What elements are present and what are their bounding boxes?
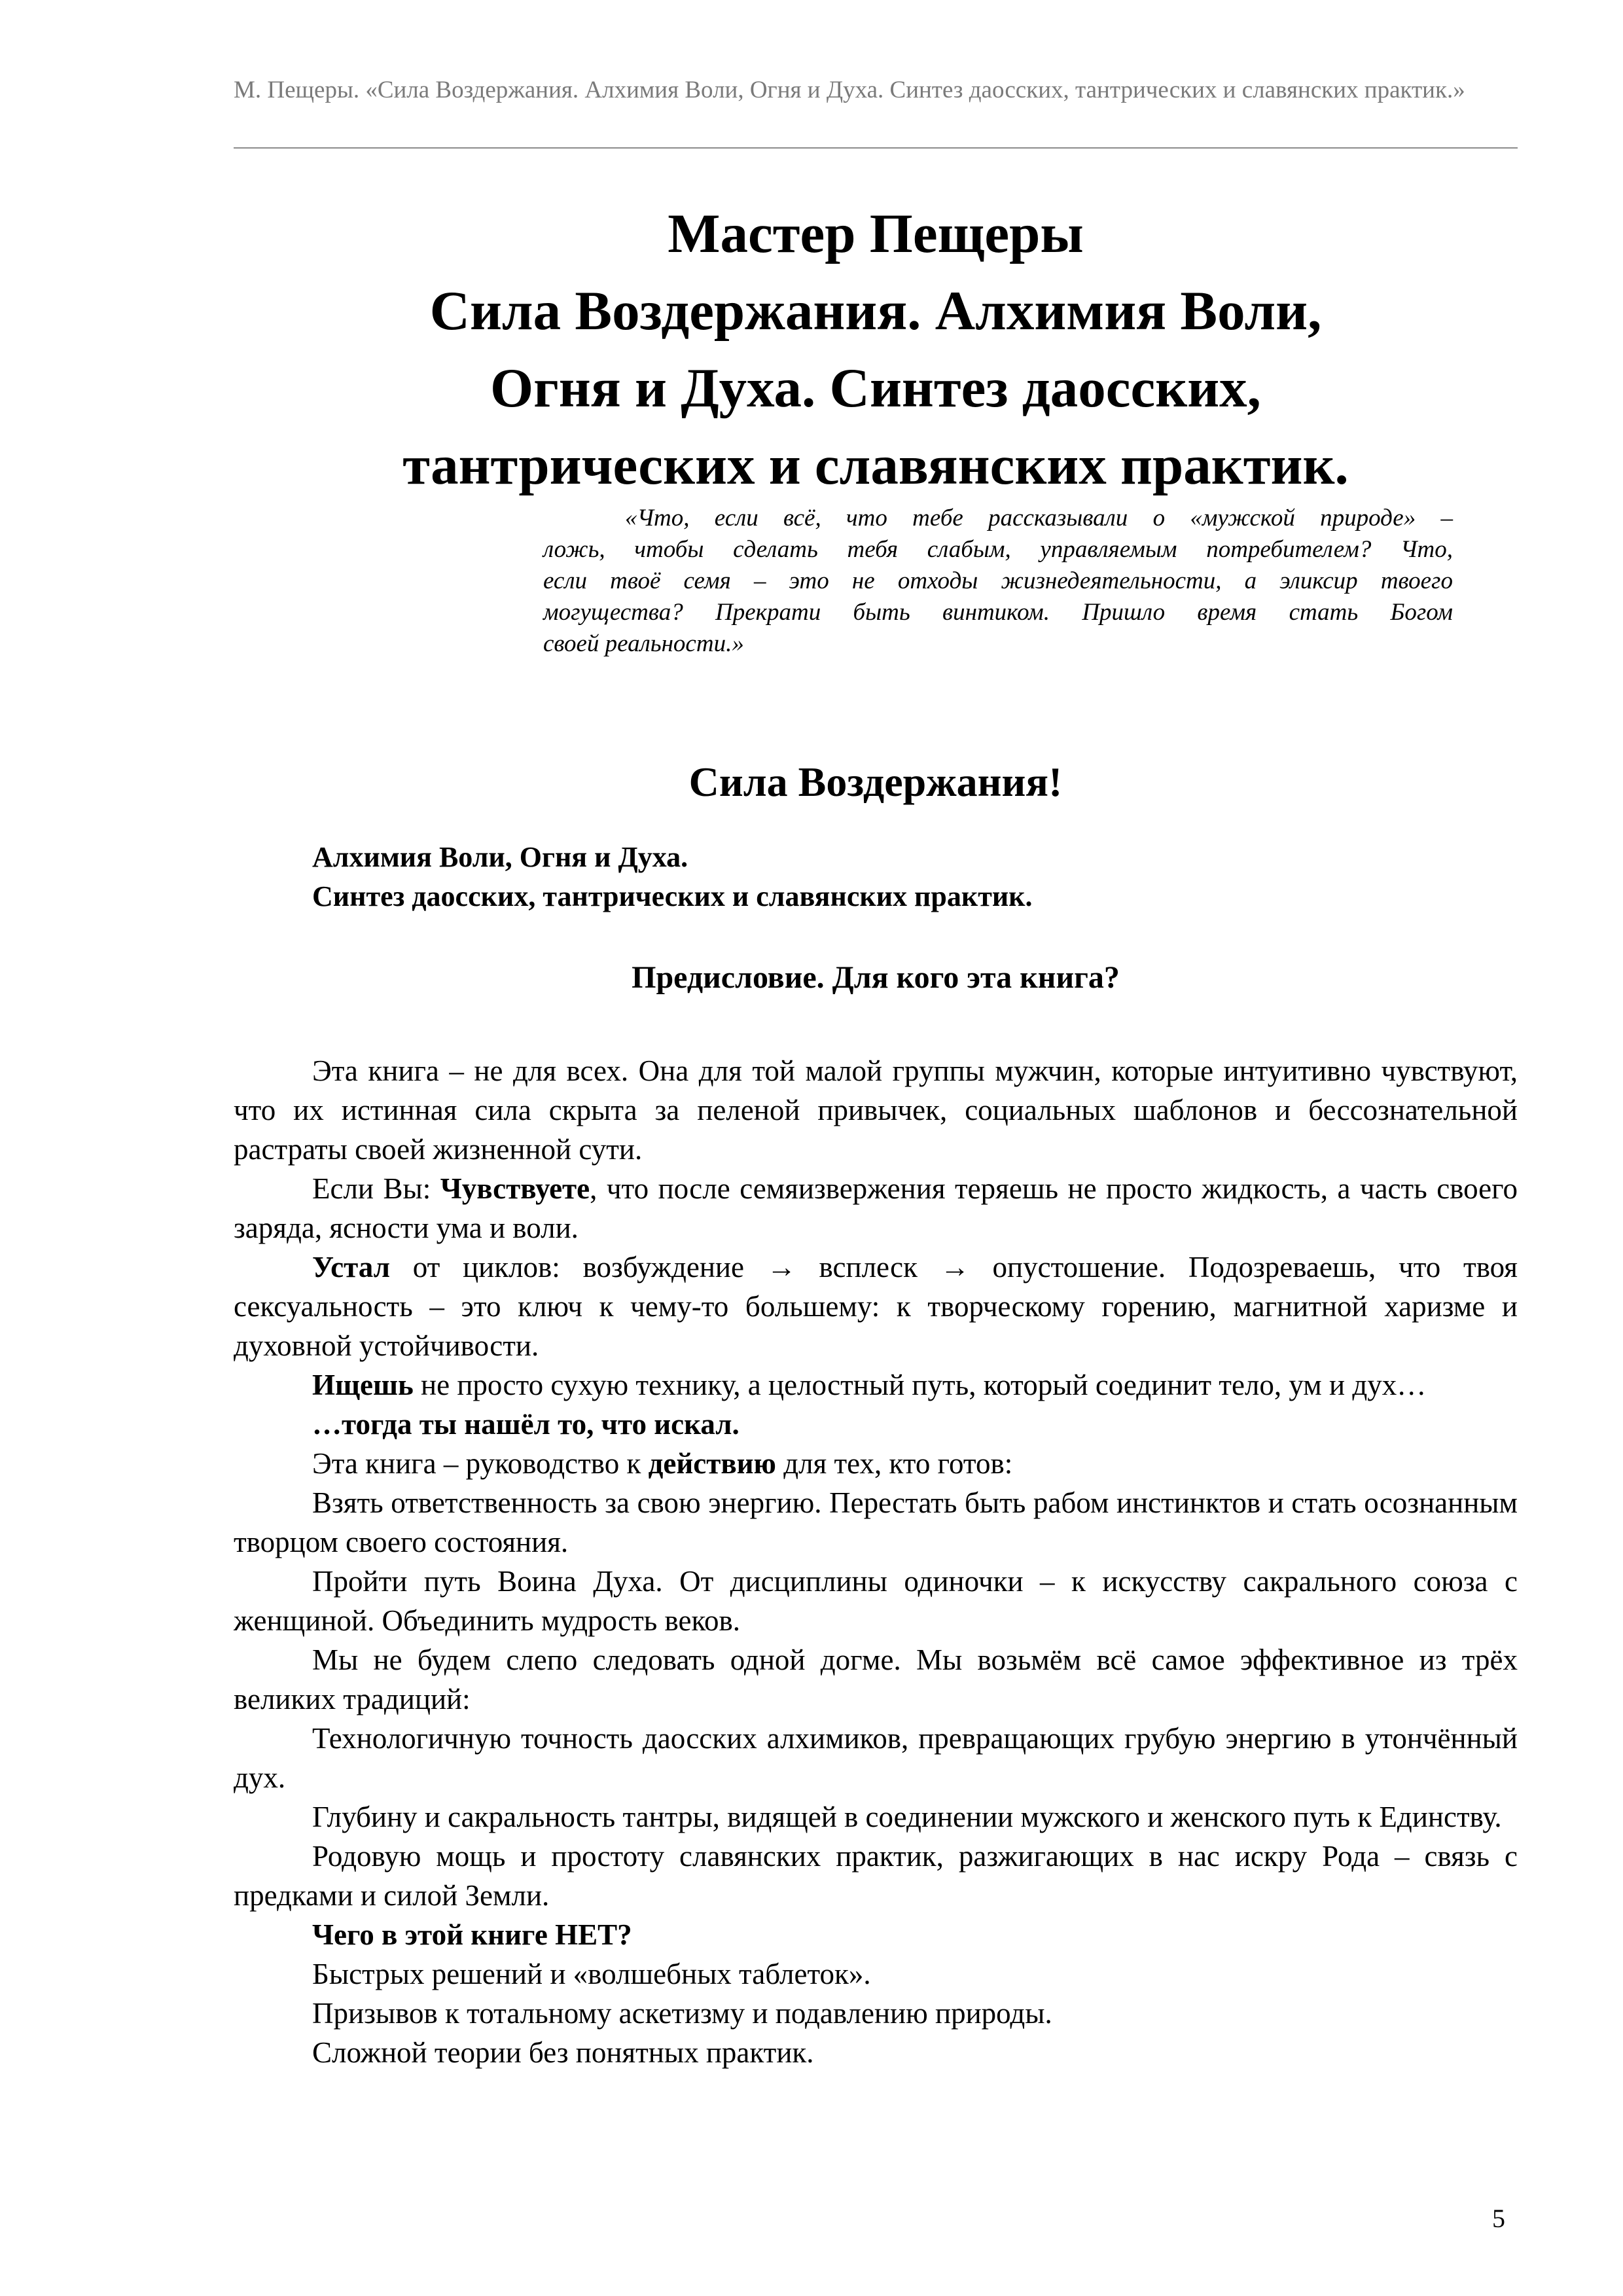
page-number: 5: [1492, 2204, 1505, 2233]
title-line: Сила Воздержания. Алхимия Воли,: [429, 280, 1322, 342]
header-divider: [234, 147, 1518, 149]
epigraph-line: если твоё семя – это не отходы жизнедеятельности, а эликсир твоего: [543, 567, 1453, 594]
paragraph: Призывов к тотальному аскетизму и подавлению природы.: [312, 1997, 1052, 2030]
epigraph-line: ложь, чтобы сделать тебя слабым, управляемым потребителем? Что,: [543, 536, 1453, 563]
paragraph: Взять ответственность за свою энергию. Перестать быть рабом инстинктов и стать осознанным творцом своего состояния.: [234, 1486, 1518, 1558]
title-line: Мастер Пещеры: [668, 203, 1084, 264]
epigraph-line: своей реальности.»: [543, 630, 744, 657]
paragraph: Быстрых решений и «волшебных таблеток».: [312, 1958, 871, 1990]
subtitle-line: Синтез даосских, тантрических и славянских практик.: [312, 880, 1033, 912]
paragraph: Глубину и сакральность тантры, видящей в соединении мужского и женского путь к Единству.: [312, 1801, 1502, 1833]
text-span: Эта книга – руководство к: [312, 1447, 649, 1480]
title-line: Огня и Духа. Синтез даосских,: [490, 357, 1261, 419]
bold-text: действию: [648, 1447, 776, 1480]
subtitle-line: Алхимия Воли, Огня и Духа.: [312, 841, 688, 873]
text-span: от циклов: возбуждение → всплеск → опустошение. Подозреваешь, что твоя сексуальность – это ключ к чему-то большему: к творческому горению, магнитной харизме и духовной устойчивости.: [234, 1251, 1518, 1362]
paragraph: Эта книга – не для всех. Она для той малой группы мужчин, которые интуитивно чувствуют, что их истинная сила скрыта за пеленой привычек, социальных шаблонов и бессознательной растраты своей жизненной сути.: [234, 1054, 1518, 1166]
paragraph: [234, 1365, 1518, 1405]
paragraph: Родовую мощь и простоту славянских практик, разжигающих в нас искру Рода – связь с предками и силой Земли.: [234, 1840, 1518, 1912]
text-span: для тех, кто готов:: [776, 1447, 1013, 1480]
bold-text: Чего в этой книге НЕТ?: [312, 1918, 632, 1951]
section-title: Сила Воздержания!: [688, 759, 1063, 805]
bold-text: Ищешь: [312, 1369, 414, 1401]
paragraph: [234, 1247, 1518, 1365]
text-span: Если Вы:: [312, 1172, 440, 1205]
paragraph: Мы не будем слепо следовать одной догме. Мы возьмём всё самое эффективное из трёх великих традиций:: [234, 1643, 1518, 1715]
paragraph: [234, 1444, 1518, 1483]
text-span: , что после семяизвержения теряешь не просто жидкость, а часть своего заряда, ясности ума и воли.: [234, 1172, 1518, 1244]
paragraph: Сложной теории без понятных практик.: [312, 2036, 814, 2069]
paragraph: [234, 1169, 1518, 1247]
epigraph: [543, 503, 1453, 660]
bold-text: Устал: [312, 1251, 390, 1283]
paragraph: [234, 1915, 1518, 1954]
title-line: тантрических и славянских практик.: [402, 435, 1349, 496]
book-title: [234, 195, 1518, 504]
bold-text: Чувствуете: [440, 1172, 590, 1205]
paragraph: [234, 1405, 1518, 1444]
text-span: не просто сухую технику, а целостный путь, который соединит тело, ум и дух…: [413, 1369, 1427, 1401]
body-text: [234, 1051, 1518, 2072]
running-header: М. Пещеры. «Сила Воздержания. Алхимия Воли, Огня и Духа. Синтез даосских, тантрических и славянских практик.»: [234, 77, 1465, 103]
epigraph-line: могущества? Прекрати быть винтиком. Пришло время стать Богом: [543, 599, 1453, 626]
bold-text: …тогда ты нашёл то, что искал.: [312, 1408, 740, 1441]
paragraph: Пройти путь Воина Духа. От дисциплины одиночки – к искусству сакрального союза с женщиной. Объединить мудрость веков.: [234, 1565, 1518, 1637]
subtitle: [312, 838, 1033, 916]
epigraph-line: «Что, если всё, что тебе рассказывали о «мужской природе» –: [625, 505, 1453, 531]
paragraph: Технологичную точность даосских алхимиков, превращающих грубую энергию в утончённый дух.: [234, 1722, 1518, 1794]
preface-heading: Предисловие. Для кого эта книга?: [632, 960, 1120, 995]
